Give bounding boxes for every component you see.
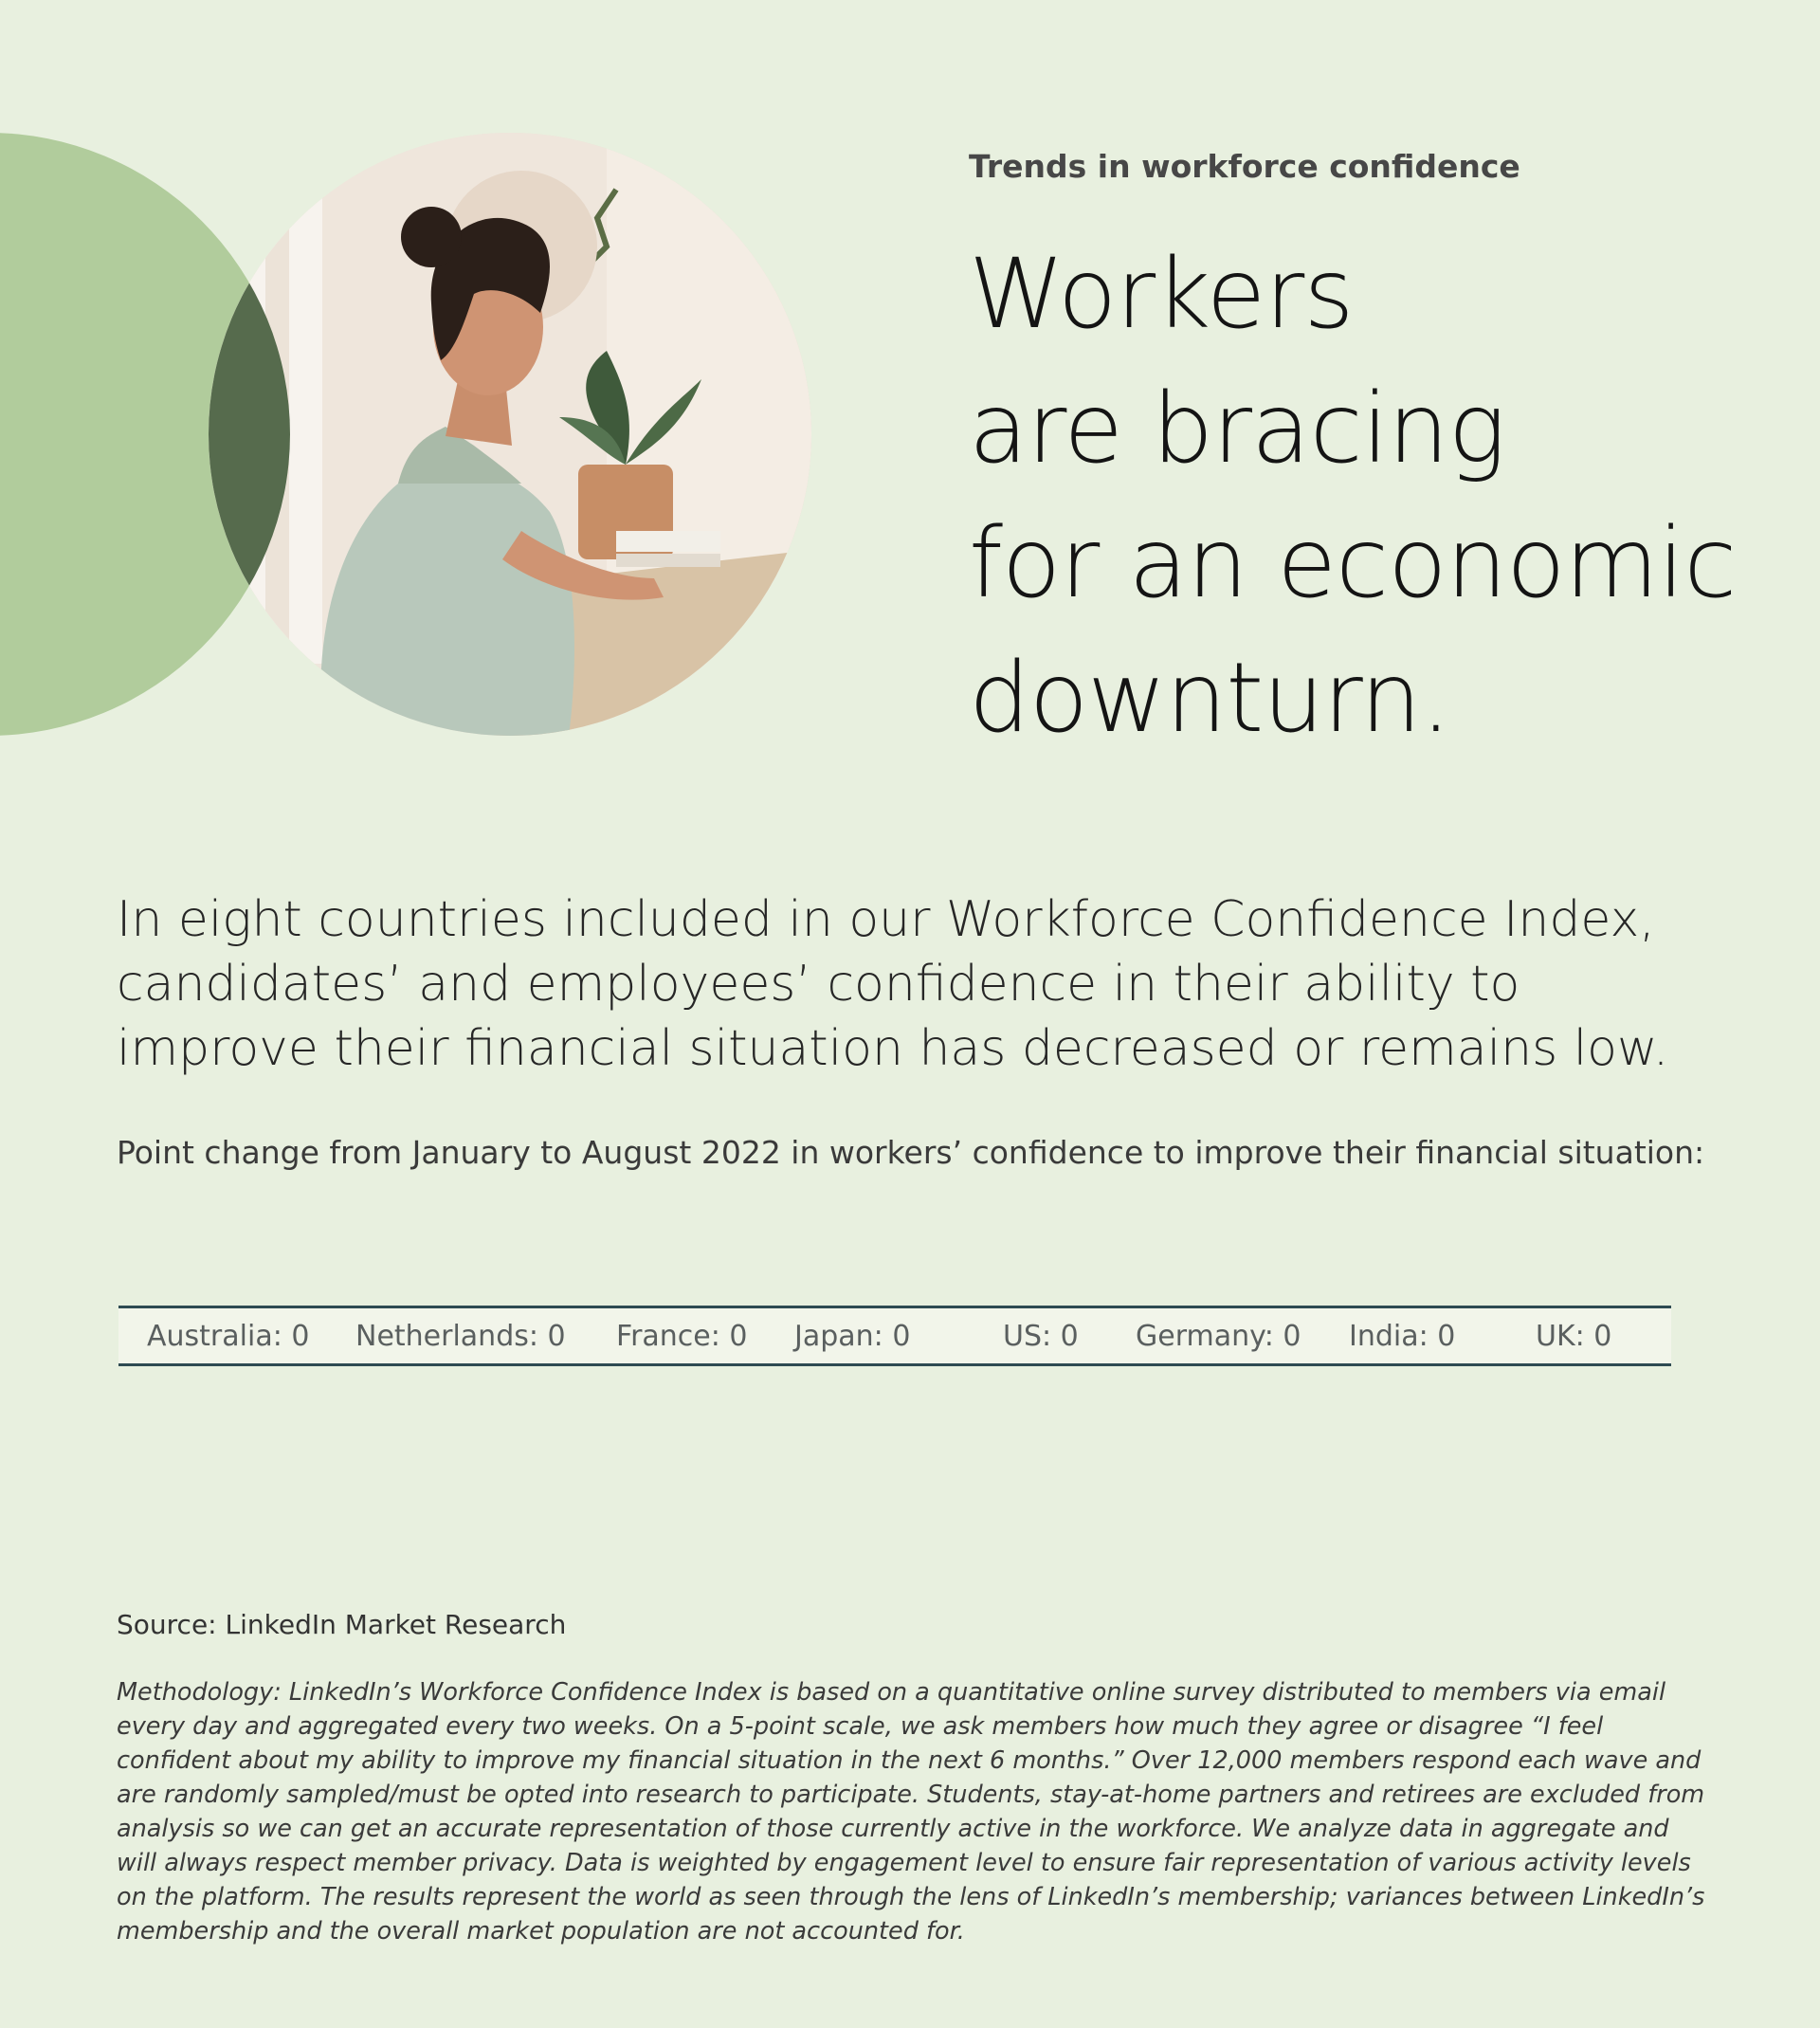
hero-photo <box>209 133 811 736</box>
country-value-label: Netherlands: 0 <box>355 1320 566 1353</box>
headline-line: are bracing <box>969 373 1505 485</box>
methodology-note: Methodology: LinkedIn’s Workforce Confidence Index is based on a quantitative online survey distributed to members via email every day and aggregated every two weeks. On a 5-point scale, we ask members how much they agree or disagree “I feel confident about my ability to improve my financial situation in the next 6 months.” Over 12,000 members respond each wave and are randomly sampled/must be opted into research to participate. Students, stay-at-home partners and retirees are excluded from analysis so we can get an accurate representation of those currently active in the workforce. We analyze data in aggregate and will always respect member privacy. Data is weighted by engagement level to ensure fair representation of various activity levels on the platform. The results represent the world as seen through the lens of LinkedIn’s membership; variances between LinkedIn’s membership and the overall market population are not accounted for. <box>117 1678 1705 1946</box>
country-value-label: Australia: 0 <box>147 1320 310 1353</box>
source-note: Source: LinkedIn Market Research <box>117 1609 567 1640</box>
headline-line: for an economic <box>969 507 1737 620</box>
country-change-strip <box>118 1306 1671 1366</box>
country-value-label: US: 0 <box>1003 1320 1079 1353</box>
headline-line: Workers <box>969 238 1354 351</box>
country-value-label: Japan: 0 <box>794 1320 911 1353</box>
country-value-label: Germany: 0 <box>1136 1320 1301 1353</box>
woman-at-desk-illustration <box>209 133 811 736</box>
intro-paragraph: In eight countries included in our Workforce Confidence Index, candidates’ and employees’ confidence in their ability to improve their financial situation has decreased or remains low. <box>117 891 1669 1077</box>
country-value-label: UK: 0 <box>1536 1320 1612 1353</box>
chart-caption: Point change from January to August 2022 in workers’ confidence to improve their financial situation: <box>117 1134 1705 1171</box>
eyebrow-label: Trends in workforce confidence <box>969 148 1520 185</box>
country-value-label: France: 0 <box>616 1320 748 1353</box>
page-title <box>969 228 1784 766</box>
headline-line: downturn. <box>969 642 1451 755</box>
country-value-label: India: 0 <box>1349 1320 1456 1353</box>
